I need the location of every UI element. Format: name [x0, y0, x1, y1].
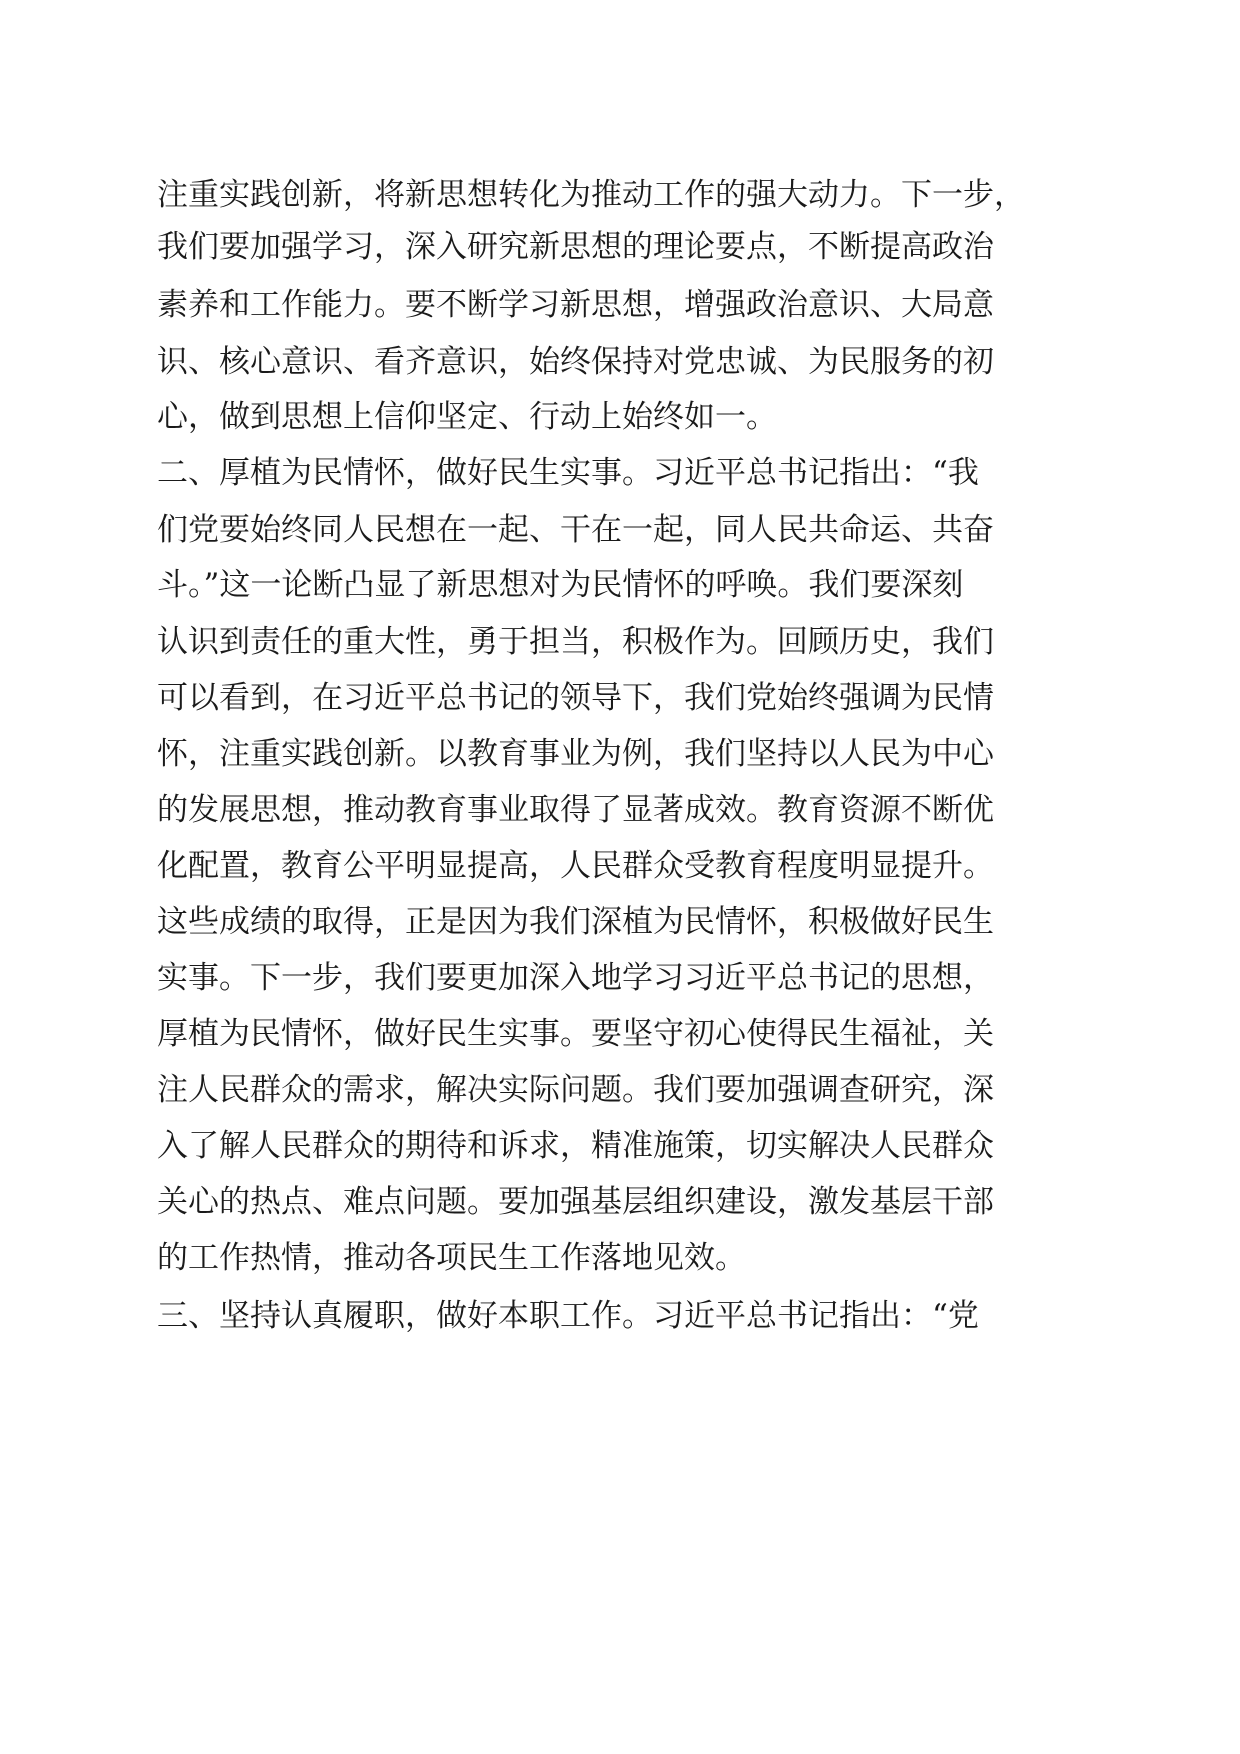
text-line: 厚植为民情怀，做好民生实事。要坚守初心使得民生福祉，关: [157, 1016, 994, 1052]
text-line: 怀，注重实践创新。以教育事业为例，我们坚持以人民为中心: [157, 736, 994, 772]
text-line: 这些成绩的取得，正是因为我们深植为民情怀，积极做好民生: [157, 904, 994, 940]
text-line: 注人民群众的需求，解决实际问题。我们要加强调查研究，深: [157, 1072, 994, 1108]
text-line: 化配置，教育公平明显提高，人民群众受教育程度明显提升。: [157, 848, 994, 884]
section-heading-line: 二、厚植为民情怀，做好民生实事。习近平总书记指出：“我: [157, 455, 979, 491]
text-line: 的发展思想，推动教育事业取得了显著成效。教育资源不断优: [157, 792, 994, 828]
text-line: 可以看到，在习近平总书记的领导下，我们党始终强调为民情: [157, 680, 994, 716]
text-line: 斗。”这一论断凸显了新思想对为民情怀的呼唤。我们要深刻: [157, 567, 964, 603]
text-line: 认识到责任的重大性，勇于担当，积极作为。回顾历史，我们: [157, 624, 994, 660]
section-heading-line: 三、坚持认真履职，做好本职工作。习近平总书记指出：“党: [157, 1298, 979, 1334]
text-line: 们党要始终同人民想在一起、干在一起，同人民共命运、共奋: [157, 512, 994, 548]
text-line: 注重实践创新，将新思想转化为推动工作的强大动力。下一步，: [157, 177, 1025, 213]
text-line: 关心的热点、难点问题。要加强基层组织建设，激发基层干部: [157, 1184, 994, 1220]
text-line: 素养和工作能力。要不断学习新思想，增强政治意识、大局意: [157, 287, 994, 323]
text-line: 实事。下一步，我们要更加深入地学习习近平总书记的思想，: [157, 960, 994, 996]
text-line: 的工作热情，推动各项民生工作落地见效。: [157, 1240, 746, 1276]
text-line: 我们要加强学习，深入研究新思想的理论要点，不断提高政治: [157, 229, 994, 265]
text-line: 识、核心意识、看齐意识，始终保持对党忠诚、为民服务的初: [157, 344, 994, 380]
text-line: 入了解人民群众的期待和诉求，精准施策，切实解决人民群众: [157, 1128, 994, 1164]
text-line: 心，做到思想上信仰坚定、行动上始终如一。: [157, 399, 777, 435]
